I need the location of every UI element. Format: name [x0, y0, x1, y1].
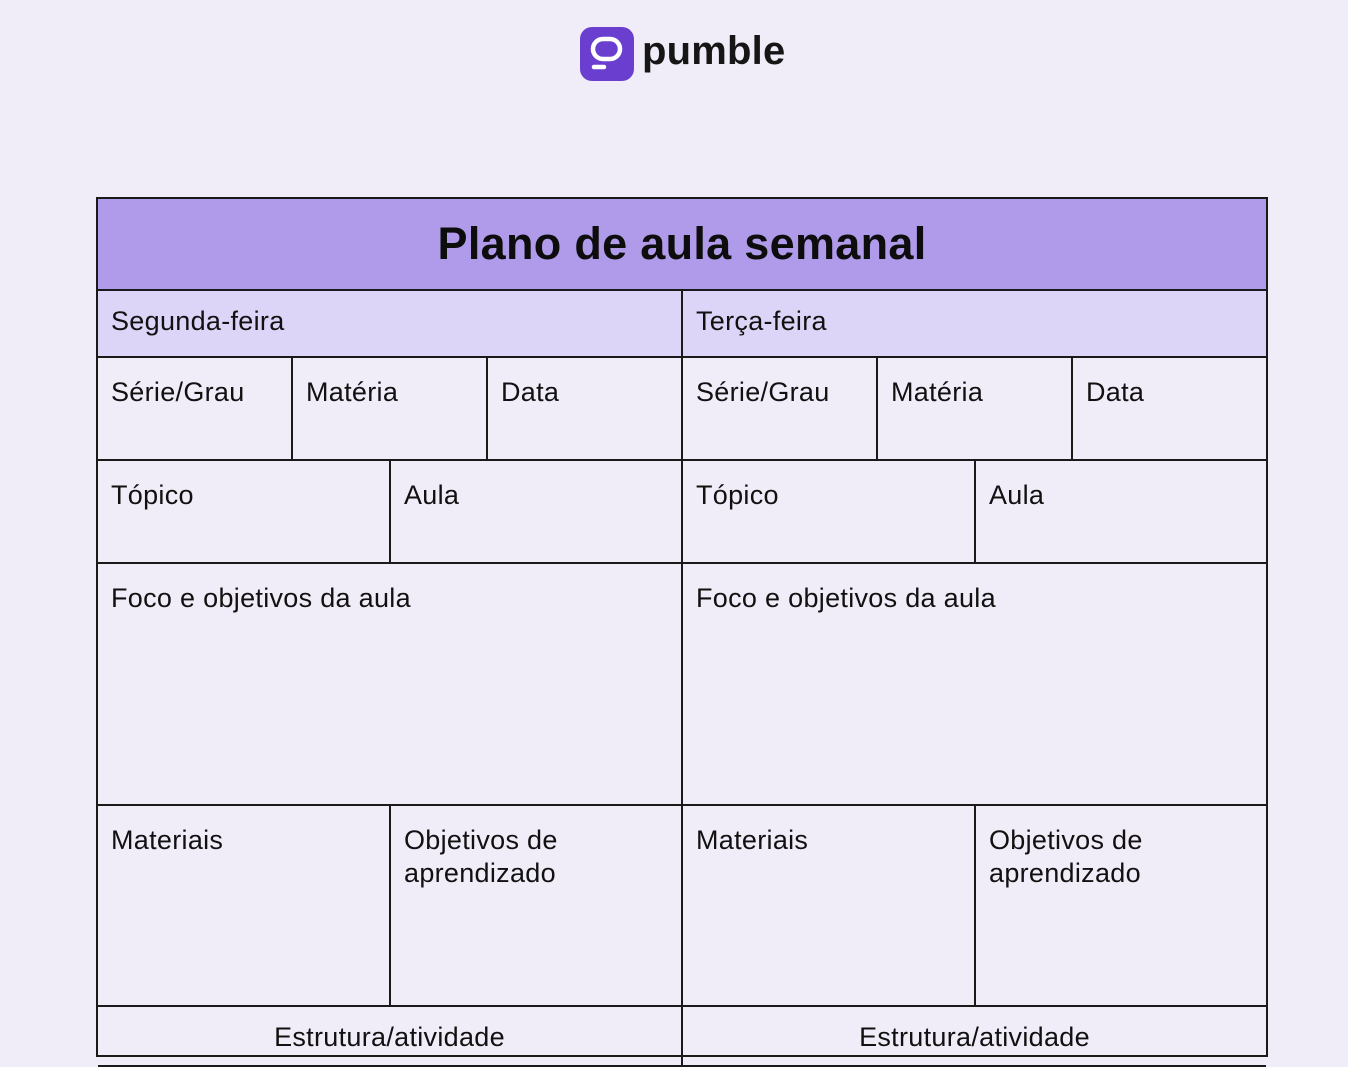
tuesday-topico-field[interactable]: Tópico: [683, 461, 976, 564]
monday-foco-field[interactable]: Foco e objetivos da aula: [98, 564, 683, 806]
tuesday-foco-field[interactable]: Foco e objetivos da aula: [683, 564, 1266, 806]
day-header-monday: Segunda-feira: [98, 291, 683, 358]
pumble-wordmark: pumble: [642, 29, 786, 73]
tuesday-data-field[interactable]: Data: [1073, 358, 1266, 461]
monday-serie-field[interactable]: Série/Grau: [98, 358, 293, 461]
monday-data-field[interactable]: Data: [488, 358, 683, 461]
monday-topico-field[interactable]: Tópico: [98, 461, 391, 564]
monday-materia-field[interactable]: Matéria: [293, 358, 488, 461]
monday-materiais-field[interactable]: Materiais: [98, 806, 391, 1007]
tuesday-objetivos-field[interactable]: Objetivos de aprendizado: [976, 806, 1266, 1007]
pumble-chat-bubble-icon: [580, 27, 634, 81]
tuesday-serie-field[interactable]: Série/Grau: [683, 358, 878, 461]
tuesday-materiais-field[interactable]: Materiais: [683, 806, 976, 1007]
monday-aula-field[interactable]: Aula: [391, 461, 683, 564]
monday-objetivos-field[interactable]: Objetivos de aprendizado: [391, 806, 683, 1007]
plan-title-row: [98, 199, 1266, 291]
tuesday-aula-field[interactable]: Aula: [976, 461, 1266, 564]
weekly-lesson-plan-table: [96, 197, 1268, 1057]
day-header-tuesday: Terça-feira: [683, 291, 1266, 358]
plan-title: Plano de aula semanal: [437, 218, 927, 269]
tuesday-materia-field[interactable]: Matéria: [878, 358, 1073, 461]
pumble-logo: [580, 27, 785, 81]
tuesday-estrutura-field[interactable]: Estrutura/atividade: [683, 1007, 1266, 1067]
monday-estrutura-field[interactable]: Estrutura/atividade: [98, 1007, 683, 1067]
